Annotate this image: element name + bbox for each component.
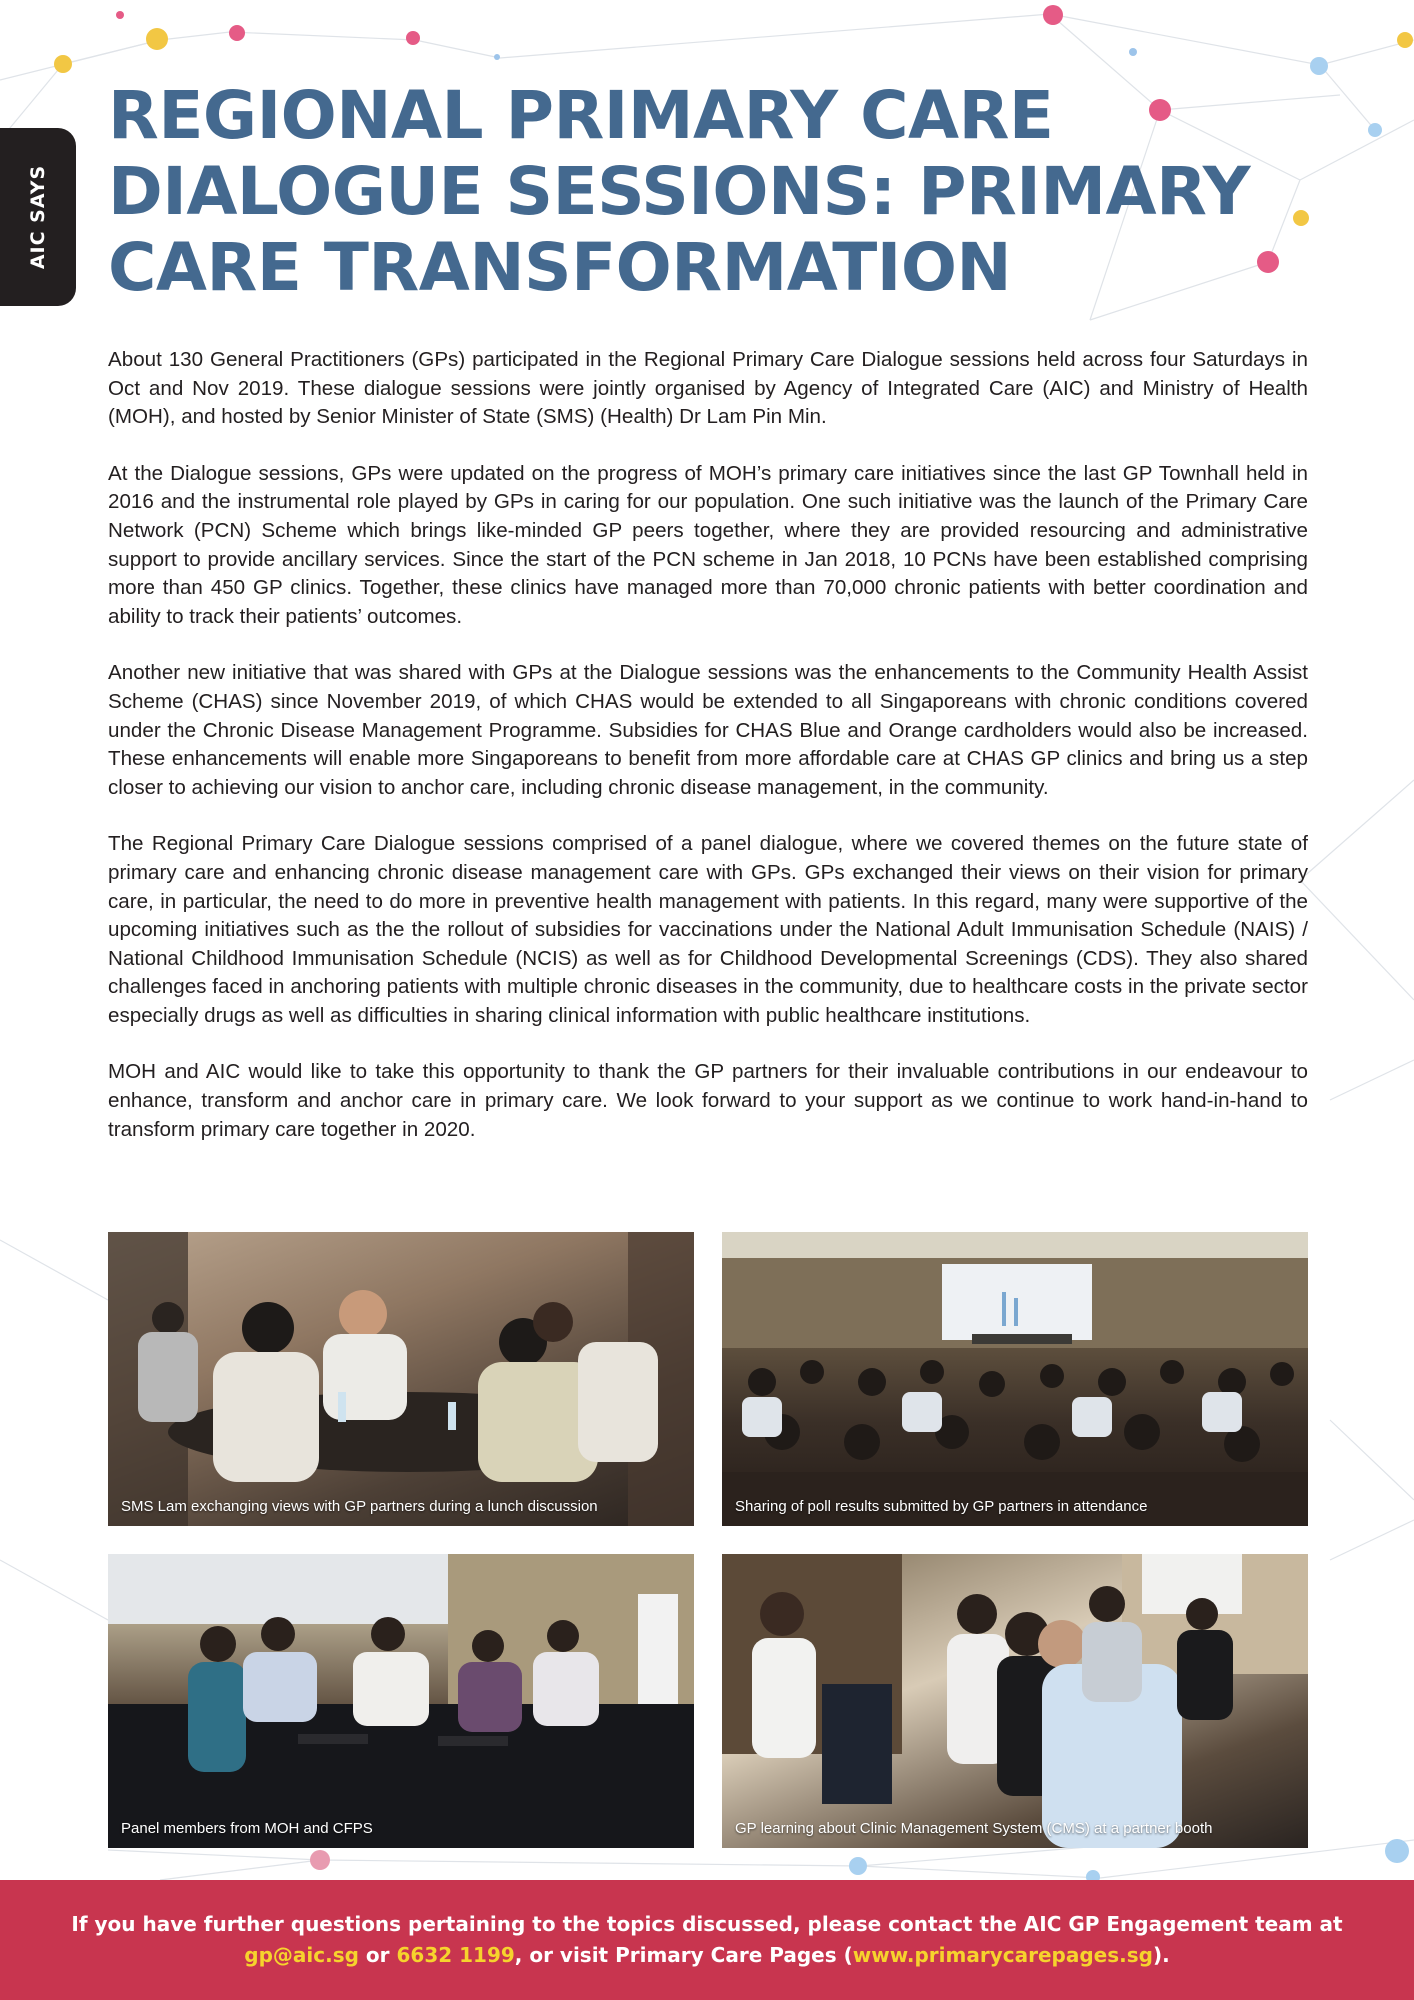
body-paragraph: At the Dialogue sessions, GPs were updated on the progress of MOH’s primary care initiatives since the last GP Townhall held in 2016 and the instrumental role played by GPs in caring for our population. One such initiative was the launch of the Primary Care Network (PCN) Scheme which brings like-minded GP peers together, where they are provided resourcing and administrative support to provide ancillary services. Since the start of the PCN scheme in Jan 2018, 10 PCNs have been established comprising more than 450 GP clinics. Together, these clinics have managed more than 70,000 chronic patients with better coordination and ability to track their patients’ outcomes.	[108, 461, 1308, 628]
photo-caption: Sharing of poll results submitted by GP partners in attendance	[735, 1498, 1148, 1515]
footer-end-text: ).	[1152, 1943, 1170, 1967]
footer-or-text: or	[358, 1943, 397, 1967]
phone-number[interactable]: 6632 1199	[396, 1943, 515, 1967]
photo-panel-members	[108, 1554, 694, 1848]
photo-scene	[722, 1232, 1308, 1526]
photo-caption: SMS Lam exchanging views with GP partners during a lunch discussion	[121, 1498, 598, 1515]
section-tab	[0, 128, 76, 306]
section-tab-label: AIC SAYS	[27, 164, 50, 270]
footer-line-2	[244, 1940, 1169, 1971]
title-line: DIALOGUE SESSIONS: PRIMARY	[108, 153, 1251, 230]
article-body	[108, 346, 1308, 1172]
footer-line-1: If you have further questions pertaining to the topics discussed, please contact the AIC GP Engagement team at	[71, 1912, 1343, 1936]
body-paragraph: The Regional Primary Care Dialogue sessions comprised of a panel dialogue, where we covered themes on the future state of primary care and enhancing chronic disease management care with GPs. GPs exchanged their views on their vision for primary care, in particular, the need to do more in preventive health management with patients. In this regard, many were supportive of the upcoming initiatives such as the the rollout of subsidies for vaccinations under the National Adult Immunisation Schedule (NAIS) / National Childhood Immunisation Schedule (NCIS) as well as for Childhood Developmental Screenings (CDS). They also shared challenges faced in anchoring patients with multiple chronic diseases in the community, due to healthcare costs in the private sector especially drugs as well as difficulties in sharing clinical information with public healthcare institutions.	[108, 832, 1308, 1027]
photo-caption: GP learning about Clinic Management System (CMS) at a partner booth	[735, 1820, 1213, 1837]
title-line: CARE TRANSFORMATION	[108, 229, 1012, 306]
photo-poll-results	[722, 1232, 1308, 1526]
contact-footer	[0, 1880, 1414, 2000]
photo-scene	[108, 1554, 694, 1848]
body-paragraph: About 130 General Practitioners (GPs) participated in the Regional Primary Care Dialogue sessions held across four Saturdays in Oct and Nov 2019. These dialogue sessions were jointly organised by Agency of Integrated Care (AIC) and Ministry of Health (MOH), and hosted by Senior Minister of State (SMS) (Health) Dr Lam Pin Min.	[108, 348, 1308, 429]
email-link[interactable]: gp@aic.sg	[244, 1943, 359, 1967]
article-title	[108, 78, 1328, 306]
footer-visit-text: , or visit Primary Care Pages (	[514, 1943, 853, 1967]
title-line: REGIONAL PRIMARY CARE	[108, 77, 1054, 154]
photo-caption: Panel members from MOH and CFPS	[121, 1820, 373, 1837]
photo-scene	[722, 1554, 1308, 1848]
website-link[interactable]: www.primarycarepages.sg	[852, 1943, 1153, 1967]
photo-lunch-discussion	[108, 1232, 694, 1526]
body-paragraph: Another new initiative that was shared with GPs at the Dialogue sessions was the enhancements to the Community Health Assist Scheme (CHAS) since November 2019, of which CHAS would be extended to all Singaporeans with chronic conditions covered under the Chronic Disease Management Programme. Subsidies for CHAS Blue and Orange cardholders would also be increased. These enhancements will enable more Singaporeans to benefit from more affordable care at CHAS GP clinics and bring us a step closer to achieving our vision to anchor care, including chronic disease management, in the community.	[108, 661, 1308, 799]
photo-scene	[108, 1232, 694, 1526]
photo-cms-booth	[722, 1554, 1308, 1848]
body-paragraph: MOH and AIC would like to take this opportunity to thank the GP partners for their invaluable contributions in our endeavour to enhance, transform and anchor care in primary care. We look forward to your support as we continue to work hand-in-hand to transform primary care together in 2020.	[108, 1060, 1308, 1141]
